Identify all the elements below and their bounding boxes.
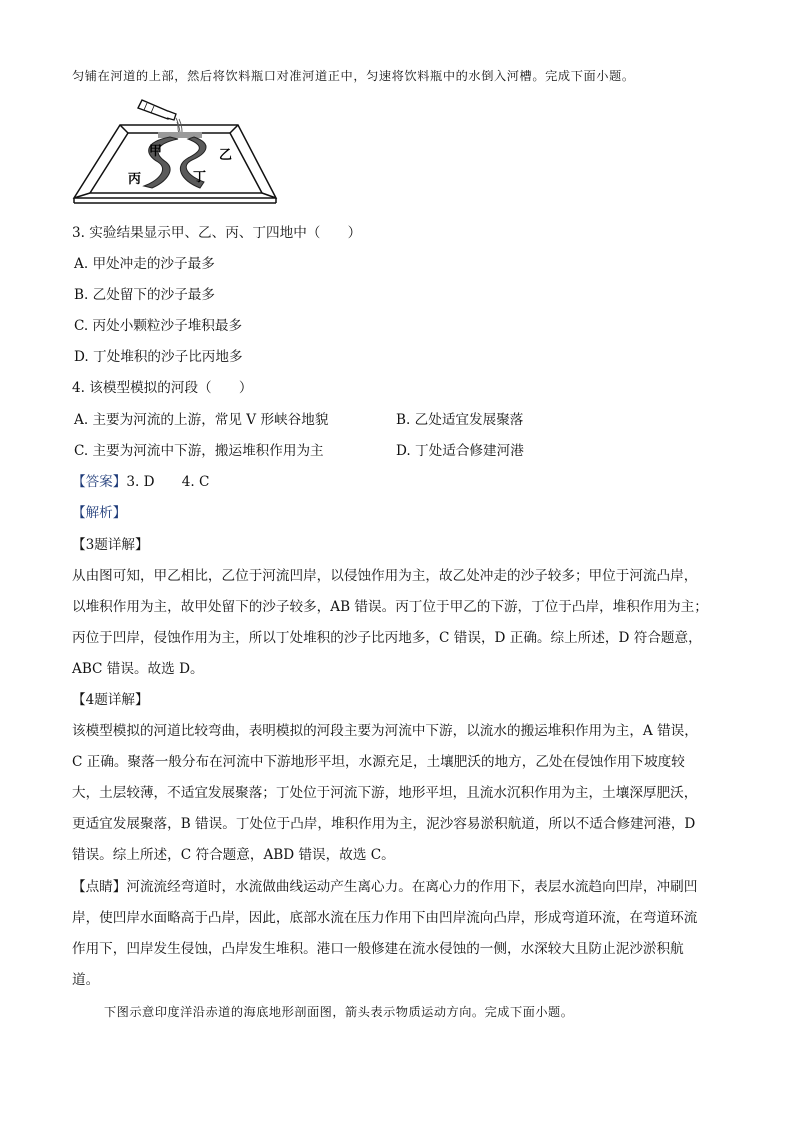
- detail3-line-3: 丙位于凹岸，侵蚀作用为主，所以丁处堆积的沙子比丙地多，C 错误，D 正确。综上所述，D 符合题意，: [72, 630, 702, 646]
- detail4-line-1: 该模型模拟的河道比较弯曲，表明模拟的河段主要为河流中下游，以流水的搬运堆积作用为主，A 错误，: [72, 723, 698, 739]
- tip-first: 河流流经弯道时，水流做曲线运动产生离心力。在离心力的作用下，表层水流趋向凹岸，冲刷凹: [126, 879, 698, 895]
- tip-line-2: 岸，使凹岸水面略高于凸岸，因此，底部水流在压力作用下由凹岸流向凸岸，形成弯道环流，在弯道环流: [72, 910, 698, 926]
- analysis-tag: 【解析】: [72, 505, 127, 521]
- q3-option-d: D. 丁处堆积的沙子比丙地多: [74, 349, 243, 365]
- q4-option-c: C. 主要为河流中下游，搬运堆积作用为主: [74, 443, 324, 459]
- detail4-tag: 【4题详解】: [72, 692, 149, 708]
- detail3-line-2: 以堆积作用为主，故甲处留下的沙子较多，AB 错误。丙丁位于甲乙的下游，丁位于凸岸，堆积作用为主；: [72, 599, 708, 615]
- answer-tag: 【答案】: [72, 474, 127, 490]
- detail4-line-4: 更适宜发展聚落，B 错误。丁处位于凸岸，堆积作用为主，泥沙容易淤积航道，所以不适合修建河港，D: [72, 816, 696, 832]
- q4-row-2: [74, 441, 734, 461]
- q4-option-b: B. 乙处适宜发展聚落: [396, 412, 524, 428]
- detail4-line-3: 大，土层较薄，不适宜发展聚落；丁处位于河流下游，地形平坦，且流水沉积作用为主，土壤深厚肥沃，: [72, 785, 698, 801]
- detail3-tag: 【3题详解】: [72, 537, 149, 553]
- q4-option-a: A. 主要为河流的上游，常见 V 形峡谷地貌: [74, 412, 329, 428]
- q4-row-1: [74, 410, 734, 430]
- detail3-line-4: ABC 错误。故选 D。: [72, 661, 204, 677]
- label-yi: 乙: [219, 148, 233, 163]
- intro-text: 匀铺在河道的上部，然后将饮料瓶口对准河道正中，匀速将饮料瓶中的水倒入河槽。完成下面小题。: [72, 69, 635, 83]
- tip-line-3: 作用下，凹岸发生侵蚀，凸岸发生堆积。港口一般修建在流水侵蚀的一侧，水深较大且防止泥沙淤积航: [72, 941, 684, 957]
- tip-line-1: [72, 877, 732, 897]
- answer-text: 3. D 4. C: [126, 474, 210, 490]
- label-jia: 甲: [149, 144, 163, 159]
- label-bing: 丙: [128, 172, 142, 187]
- q3-option-a: A. 甲处冲走的沙子最多: [74, 256, 215, 272]
- q3-stem: 3. 实验结果显示甲、乙、丙、丁四地中（ ）: [72, 225, 362, 241]
- tip-tag: 【点睛】: [72, 879, 127, 895]
- q4-stem: 4. 该模型模拟的河段（ ）: [72, 380, 253, 396]
- q4-option-d: D. 丁处适合修建河港: [396, 443, 524, 459]
- detail4-line-2: C 正确。聚落一般分布在河流中下游地形平坦，水源充足，土壤肥沃的地方，乙处在侵蚀作用下坡度较: [72, 754, 685, 770]
- tip-line-4: 道。: [72, 972, 100, 988]
- bottle-icon: [138, 100, 176, 120]
- next-intro: 下图示意印度洋沿赤道的海底地形剖面图，箭头表示物质运动方向。完成下面小题。: [104, 1005, 574, 1019]
- detail4-line-5: 错误。综上所述，C 符合题意，ABD 错误，故选 C。: [72, 847, 395, 863]
- q3-option-c: C. 丙处小颗粒沙子堆积最多: [74, 318, 243, 334]
- river-model-figure: [72, 92, 282, 208]
- label-ding: 丁: [193, 170, 207, 185]
- answer-line: [72, 472, 732, 492]
- detail3-line-1: 从由图可知，甲乙相比，乙位于河流凹岸，以侵蚀作用为主，故乙处冲走的沙子较多；甲位于河流凸岸，: [72, 568, 698, 584]
- q3-option-b: B. 乙处留下的沙子最多: [74, 287, 215, 303]
